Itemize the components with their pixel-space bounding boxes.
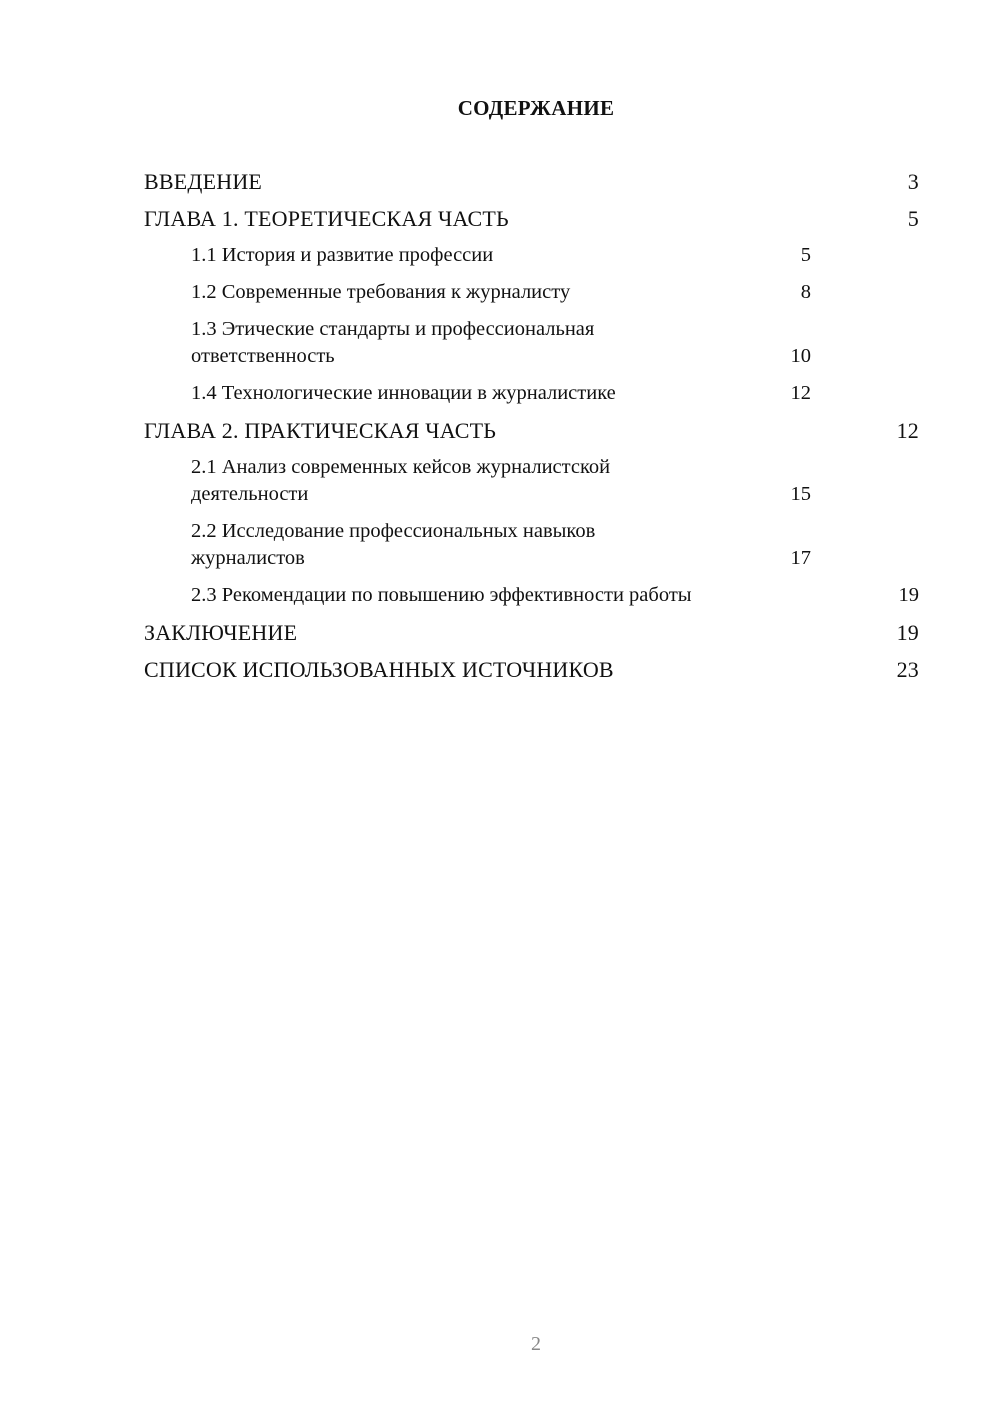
toc-entry-chapter-1[interactable] — [144, 205, 919, 232]
toc-entry-title: ГЛАВА 1. ТЕОРЕТИЧЕСКАЯ ЧАСТЬ — [144, 206, 509, 231]
toc-entry-page: 5 — [800, 244, 811, 266]
toc-entry-title: ВВЕДЕНИЕ — [144, 169, 263, 194]
page-number: 2 — [531, 1333, 541, 1355]
toc-entry-chapter-2[interactable] — [144, 417, 919, 444]
toc-entry-section-1-3[interactable] — [144, 316, 919, 370]
toc-entry-title: СПИСОК ИСПОЛЬЗОВАННЫХ ИСТОЧНИКОВ — [144, 657, 614, 682]
toc-entry-title: 1.4 Технологические инновации в журналистике — [191, 382, 616, 404]
toc-entry-title: 1.2 Современные требования к журналисту — [191, 281, 571, 303]
toc-entry-title: ГЛАВА 2. ПРАКТИЧЕСКАЯ ЧАСТЬ — [144, 418, 497, 443]
toc-entry-page: 15 — [790, 483, 811, 505]
toc-entry-title: 2.3 Рекомендации по повышению эффективности работы — [191, 584, 692, 606]
toc-entry-page: 12 — [790, 382, 811, 404]
toc-entry-introduction[interactable] — [144, 168, 919, 195]
page-title: СОДЕРЖАНИЕ — [457, 96, 615, 120]
toc-entry-section-2-1[interactable] — [144, 454, 919, 508]
toc-entry-title: ЗАКЛЮЧЕНИЕ — [144, 620, 298, 645]
table-of-contents — [144, 168, 919, 693]
toc-entry-title: 2.2 Исследование профессиональных навыков журналистов — [191, 520, 596, 569]
toc-entry-page: 10 — [790, 345, 811, 367]
toc-entry-title: 2.1 Анализ современных кейсов журналистской деятельности — [191, 456, 611, 505]
toc-entry-section-1-4[interactable] — [144, 380, 919, 407]
toc-entry-page: 12 — [896, 418, 919, 443]
toc-entry-section-2-3[interactable] — [144, 582, 919, 609]
toc-entry-page: 5 — [907, 206, 919, 231]
toc-entry-section-2-2[interactable] — [144, 518, 919, 572]
toc-entry-title: 1.3 Этические стандарты и профессиональная ответственность — [191, 318, 595, 367]
toc-entry-page: 19 — [896, 620, 919, 645]
toc-entry-conclusion[interactable] — [144, 619, 919, 646]
toc-entry-section-1-1[interactable] — [144, 242, 919, 269]
toc-entry-references[interactable] — [144, 656, 919, 683]
toc-entry-section-1-2[interactable] — [144, 279, 919, 306]
toc-entry-title: 1.1 История и развитие профессии — [191, 244, 494, 266]
toc-entry-page: 3 — [907, 169, 919, 194]
toc-entry-page: 23 — [896, 657, 919, 682]
toc-entry-page: 8 — [800, 281, 811, 303]
toc-entry-page: 17 — [790, 547, 811, 569]
toc-entry-page: 19 — [898, 584, 919, 606]
